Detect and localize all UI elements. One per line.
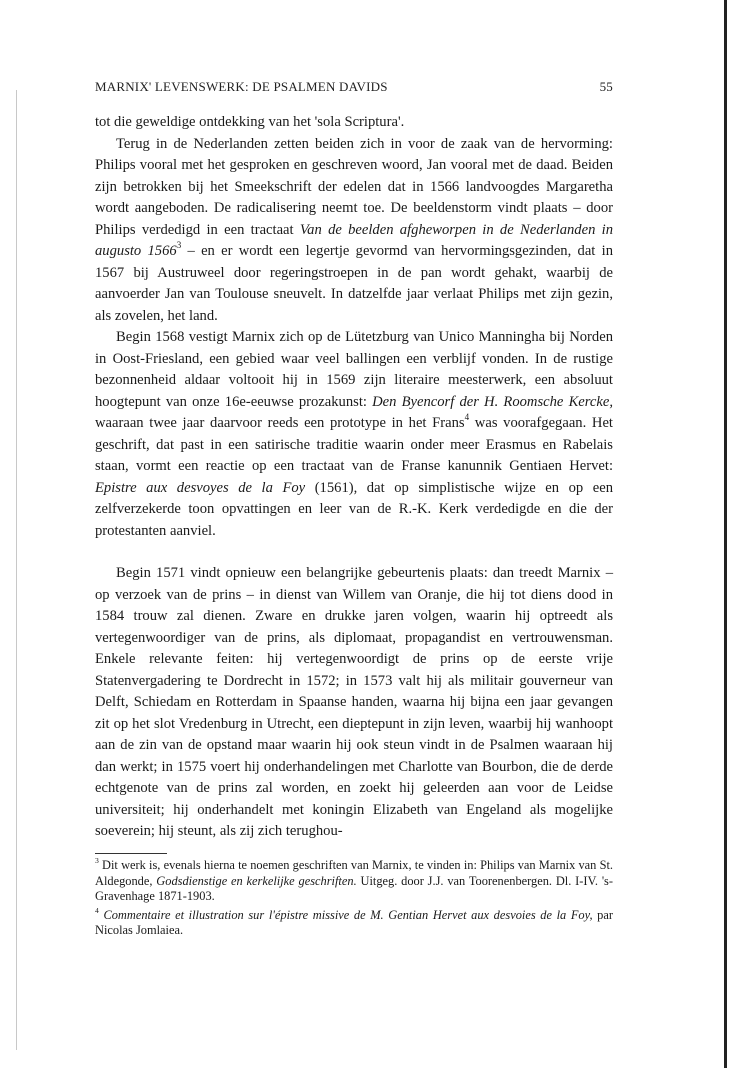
footnote-3-title: Godsdienstige en kerkelijke geschriften. [156,873,357,888]
body-text [95,112,613,843]
paragraph-3-text-a: Begin 1568 vestigt Marnix zich op de Lütetzburg van Unico Manningha bij Norden in Oost-Friesland, een gebied waar veel ballingen een verblijf vonden. In de rustige bezonnenheid aldaar voltooit hij in 1569 zijn literaire meesterwerk, een absoluut hoogtepunt van onze 16e-eeuwse prozakunst: [95,329,613,410]
footnote-3-text-b: Uitgeg. door J.J. van Toorenenbergen. Dl. I-IV. 's-Gravenhage 1871-1903. [95,873,614,904]
paragraph-4 [95,563,613,843]
byencorf-title: Den Byencorf der H. Roomsche Kercke, [372,393,613,410]
footnote-3 [95,855,614,905]
footnote-4 [95,905,613,939]
paragraph-1 [95,112,613,134]
tract-title: Van de beelden afgheworpen in de Nederlanden in augusto 1566 [95,221,614,259]
page-number: 55 [599,79,613,94]
left-gutter-line [16,90,17,1050]
footnotes [95,855,614,942]
footnote-ref-4[interactable]: 4 [464,411,470,422]
paragraph-3 [95,327,613,542]
running-header [95,79,613,95]
footnote-4-text-b: par Nicolas Jomlaiea. [95,907,613,938]
footnote-4-mark: 4 [95,905,99,915]
paragraph-3-text-b: waaraan twee jaar daarvoor reeds een prototype in het Frans [95,415,465,431]
epistre-title: Epistre aux desvoyes de la Foy [95,479,306,496]
footnote-3-text-a: Dit werk is, evenals hierna te noemen geschriften van Marnix, te vinden in: Philips van Marnix van St. Aldegonde, [95,858,613,888]
running-header-title: MARNIX' LEVENSWERK: DE PSALMEN DAVIDS [95,79,388,94]
paragraph-2 [95,134,613,328]
footnote-divider [95,853,167,854]
paragraph-2-text-a: Terug in de Nederlanden zetten beiden zich in voor de zaak van de hervorming: Philips vooral met het gesproken en geschreven woord, Jan vooral met de daad. Beiden zijn betrokken bij het Smeekschrift der edelen dat in 1566 landvoogdes Margaretha wordt aangeboden. De radicalisering neemt toe. De beeldenstorm vindt plaats – door Philips verdedigd in een tractaat [95,135,613,238]
paragraph-1-text: tot die geweldige ontdekking van het 'sola Scriptura'. [95,114,405,130]
paragraph-3-text-d: (1561), dat op simplistische wijze en op een zelfverzekerde toon opvattingen en leer van de R.-K. Kerk verdedigde en die der protestanten aanviel. [95,479,613,539]
right-page-edge [724,0,727,1068]
paragraph-2-text-b: – en er wordt een legertje gevormd van hervormingsgezinden, dat in 1567 bij Austruweel door regeringstroepen in de pan wordt gehakt, waarbij de aanvoerder Jan van Toulouse sneuvelt. In datzelfde jaar verlaat Philips met zijn gezin, als zovelen, het land. [95,243,613,324]
footnote-ref-3[interactable]: 3 [176,239,182,250]
paragraph-4-text: Begin 1571 vindt opnieuw een belangrijke gebeurtenis plaats: dan treedt Marnix – op verzoek van de prins – in dienst van Willem van Oranje, die hij tot diens dood in 1584 trouw zal dienen. Zware en drukke jaren volgen, waarin hij optreedt als vertegenwoordiger van de prins, als diplomaat, propagandist en vertrouwensman. Enkele relevante feiten: hij vertegenwoordigt de prins op de eerste vrije Statenvergadering te Dordrecht in 1572; in 1573 valt hij als militair gouverneur van Delft, Schiedam en Rotterdam in Spaanse handen, waarna hij bijna een jaar gevangen zit op het slot Vredenburg in Utrecht, een dieptepunt in zijn leven, waarbij hij wanhoopt aan de zin van de opstand maar waarin hij ook steun vindt in de Psalmen waaraan hij dan werkt; in 1575 voert hij onderhandelingen met Charlotte van Bourbon, die de derde echtgenote van de prins zal worden, en zoekt hij geleerden aan voor de Leidse universiteit; hij onderhandelt met koningin Elizabeth van Engeland als mogelijke soeverein; hij steunt, als zij zich terughou- [95,565,613,839]
footnote-3-mark: 3 [95,855,99,865]
paragraph-3-text-c: was voorafgegaan. Het geschrift, dat past in een satirische traditie waarin onder meer Erasmus en Rabelais staan, vormt een reactie op een tractaat van de Franse kanunnik Gentiaen Hervet: [95,415,613,474]
footnote-4-title: Commentaire et illustration sur l'épistre missive de M. Gentian Hervet aux desvoies de la Foy, [98,907,593,922]
